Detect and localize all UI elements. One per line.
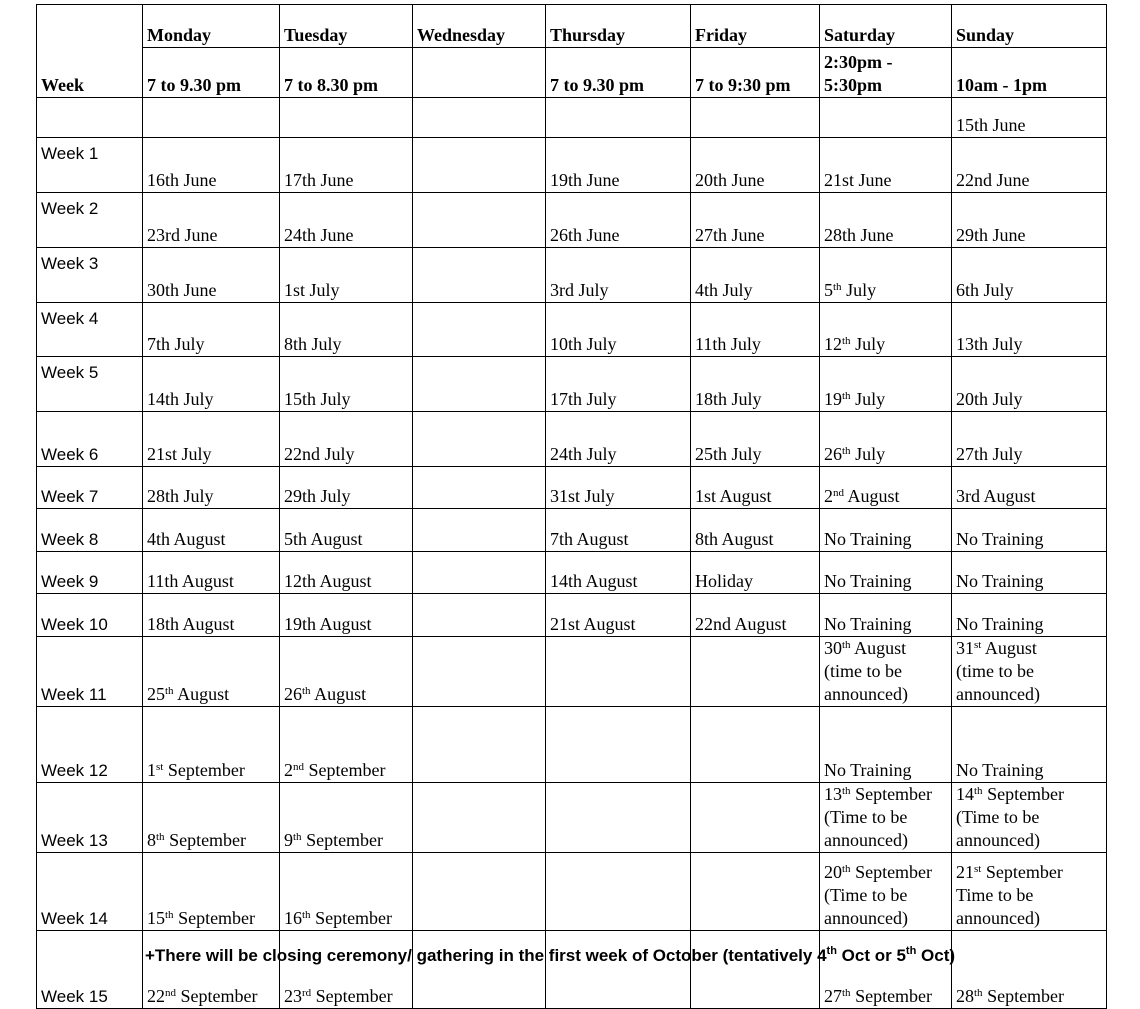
date-cell-thursday — [546, 853, 691, 931]
date-cell-tuesday: 29th July — [280, 467, 413, 509]
date-cell-wednesday — [413, 193, 546, 248]
date-cell-wednesday — [413, 783, 546, 853]
date-cell-monday: 14th July — [143, 357, 280, 412]
week-row — [37, 637, 1107, 707]
date-cell-wednesday — [413, 853, 546, 931]
day-header-wednesday: Wednesday — [413, 5, 546, 48]
date-cell-monday: 22nd September — [143, 931, 280, 1009]
day-header-thursday: Thursday — [546, 5, 691, 48]
date-cell-saturday: No Training — [820, 594, 952, 637]
date-cell-tuesday: 15th July — [280, 357, 413, 412]
date-cell-wednesday — [413, 931, 546, 1009]
date-cell-sunday: No Training — [952, 594, 1107, 637]
date-cell-saturday: No Training — [820, 509, 952, 552]
date-cell-monday — [143, 98, 280, 138]
week-row — [37, 248, 1107, 303]
week-label: Week 12 — [37, 707, 143, 783]
date-cell-friday — [691, 98, 820, 138]
date-cell-thursday — [546, 98, 691, 138]
date-cell-wednesday — [413, 552, 546, 594]
date-cell-saturday: 21st June — [820, 138, 952, 193]
date-cell-tuesday: 16th September — [280, 853, 413, 931]
week-label: Week 10 — [37, 594, 143, 637]
date-cell-friday: 25th July — [691, 412, 820, 467]
week-row — [37, 509, 1107, 552]
week-label: Week 11 — [37, 637, 143, 707]
date-cell-tuesday: 24th June — [280, 193, 413, 248]
date-cell-saturday: 19th July — [820, 357, 952, 412]
date-cell-tuesday: 19th August — [280, 594, 413, 637]
week-label: Week 3 — [37, 248, 143, 303]
date-cell-saturday: 5th July — [820, 248, 952, 303]
week-label: Week 1 — [37, 138, 143, 193]
date-cell-saturday: 20th September (Time to be announced) — [820, 853, 952, 931]
date-cell-friday: 22nd August — [691, 594, 820, 637]
week-label: Week 15 — [37, 931, 143, 1009]
date-cell-tuesday: 23rd September — [280, 931, 413, 1009]
schedule-body — [37, 5, 1107, 1009]
date-cell-friday: 18th July — [691, 357, 820, 412]
date-cell-thursday: 14th August — [546, 552, 691, 594]
week-label: Week 14 — [37, 853, 143, 931]
date-cell-friday — [691, 637, 820, 707]
date-cell-wednesday — [413, 707, 546, 783]
time-header-monday: 7 to 9.30 pm — [143, 48, 280, 98]
header-days-row — [37, 5, 1107, 48]
date-cell-friday: 27th June — [691, 193, 820, 248]
day-header-sunday: Sunday — [952, 5, 1107, 48]
date-cell-wednesday — [413, 303, 546, 357]
date-cell-saturday: 2nd August — [820, 467, 952, 509]
date-cell-tuesday: 1st July — [280, 248, 413, 303]
date-cell-thursday — [546, 931, 691, 1009]
date-cell-tuesday: 26th August — [280, 637, 413, 707]
date-cell-tuesday: 12th August — [280, 552, 413, 594]
week-label: Week 13 — [37, 783, 143, 853]
date-cell-monday: 15th September — [143, 853, 280, 931]
date-cell-thursday — [546, 783, 691, 853]
date-cell-wednesday — [413, 412, 546, 467]
date-cell-wednesday — [413, 248, 546, 303]
date-cell-wednesday — [413, 637, 546, 707]
date-cell-friday: 4th July — [691, 248, 820, 303]
week-row — [37, 412, 1107, 467]
date-cell-sunday: 22nd June — [952, 138, 1107, 193]
date-cell-sunday: 28th September — [952, 931, 1107, 1009]
date-cell-saturday: No Training — [820, 552, 952, 594]
time-header-sunday: 10am - 1pm — [952, 48, 1107, 98]
date-cell-thursday: 17th July — [546, 357, 691, 412]
date-cell-thursday: 21st August — [546, 594, 691, 637]
date-cell-friday: 20th June — [691, 138, 820, 193]
date-cell-tuesday: 2nd September — [280, 707, 413, 783]
date-cell-sunday: No Training — [952, 552, 1107, 594]
header-times-row — [37, 48, 1107, 98]
date-cell-friday: 11th July — [691, 303, 820, 357]
day-header-monday: Monday — [143, 5, 280, 48]
date-cell-thursday: 19th June — [546, 138, 691, 193]
week-label: Week 8 — [37, 509, 143, 552]
date-cell-sunday: No Training — [952, 509, 1107, 552]
time-header-wednesday — [413, 48, 546, 98]
week-row — [37, 303, 1107, 357]
week-row — [37, 594, 1107, 637]
date-cell-thursday: 10th July — [546, 303, 691, 357]
date-cell-thursday: 7th August — [546, 509, 691, 552]
week-label: Week 9 — [37, 552, 143, 594]
date-cell-friday — [691, 853, 820, 931]
week-row — [37, 138, 1107, 193]
schedule-table — [36, 4, 1107, 1009]
time-header-saturday: 2:30pm - 5:30pm — [820, 48, 952, 98]
date-cell-sunday: 15th June — [952, 98, 1107, 138]
week-row — [37, 193, 1107, 248]
date-cell-friday: 8th August — [691, 509, 820, 552]
date-cell-monday: 28th July — [143, 467, 280, 509]
date-cell-thursday: 31st July — [546, 467, 691, 509]
date-cell-friday — [691, 783, 820, 853]
date-cell-tuesday: 22nd July — [280, 412, 413, 467]
date-cell-tuesday — [280, 98, 413, 138]
date-cell-tuesday: 9th September — [280, 783, 413, 853]
week-row — [37, 707, 1107, 783]
date-cell-wednesday — [413, 594, 546, 637]
week-label: Week 5 — [37, 357, 143, 412]
date-cell-monday: 4th August — [143, 509, 280, 552]
date-cell-friday — [691, 931, 820, 1009]
date-cell-monday: 16th June — [143, 138, 280, 193]
date-cell-wednesday — [413, 357, 546, 412]
time-header-friday: 7 to 9:30 pm — [691, 48, 820, 98]
week-row — [37, 853, 1107, 931]
date-cell-saturday: No Training — [820, 707, 952, 783]
date-cell-sunday: 13th July — [952, 303, 1107, 357]
date-cell-tuesday: 8th July — [280, 303, 413, 357]
date-cell-friday: Holiday — [691, 552, 820, 594]
date-cell-monday: 7th July — [143, 303, 280, 357]
date-cell-monday: 1st September — [143, 707, 280, 783]
week-label: Week 2 — [37, 193, 143, 248]
date-cell-saturday: 28th June — [820, 193, 952, 248]
time-header-tuesday: 7 to 8.30 pm — [280, 48, 413, 98]
date-cell-thursday: 3rd July — [546, 248, 691, 303]
date-cell-wednesday — [413, 98, 546, 138]
date-cell-wednesday — [413, 509, 546, 552]
date-cell-sunday: 29th June — [952, 193, 1107, 248]
date-cell-sunday: 31st August (time to be announced) — [952, 637, 1107, 707]
date-cell-saturday: 13th September (Time to be announced) — [820, 783, 952, 853]
date-cell-monday: 18th August — [143, 594, 280, 637]
date-cell-thursday: 26th June — [546, 193, 691, 248]
week-row — [37, 783, 1107, 853]
date-cell-monday: 25th August — [143, 637, 280, 707]
day-header-tuesday: Tuesday — [280, 5, 413, 48]
date-cell-sunday: No Training — [952, 707, 1107, 783]
date-cell-sunday: 6th July — [952, 248, 1107, 303]
date-cell-saturday: 30th August (time to be announced) — [820, 637, 952, 707]
date-cell-sunday: 21st September Time to be announced) — [952, 853, 1107, 931]
week-row — [37, 931, 1107, 1009]
date-cell-wednesday — [413, 138, 546, 193]
week-row — [37, 552, 1107, 594]
date-cell-thursday — [546, 637, 691, 707]
date-cell-monday: 8th September — [143, 783, 280, 853]
date-cell-saturday: 27th September — [820, 931, 952, 1009]
week-label: Week 6 — [37, 412, 143, 467]
date-cell-thursday — [546, 707, 691, 783]
time-header-thursday: 7 to 9.30 pm — [546, 48, 691, 98]
date-cell-sunday: 27th July — [952, 412, 1107, 467]
date-cell-monday: 11th August — [143, 552, 280, 594]
date-cell-tuesday: 5th August — [280, 509, 413, 552]
date-cell-tuesday: 17th June — [280, 138, 413, 193]
week-label: Week 4 — [37, 303, 143, 357]
date-cell-friday: 1st August — [691, 467, 820, 509]
week-cell — [37, 98, 143, 138]
date-cell-wednesday — [413, 467, 546, 509]
date-cell-saturday — [820, 98, 952, 138]
date-cell-saturday: 12th July — [820, 303, 952, 357]
week-label: Week 7 — [37, 467, 143, 509]
date-cell-thursday: 24th July — [546, 412, 691, 467]
day-header-friday: Friday — [691, 5, 820, 48]
date-cell-monday: 21st July — [143, 412, 280, 467]
footnote: +There will be closing ceremony/ gathering in the first week of October (tentatively 4th Oct or 5th Oct) — [144, 945, 956, 965]
pre-week-row — [37, 98, 1107, 138]
date-cell-friday — [691, 707, 820, 783]
week-row — [37, 467, 1107, 509]
date-cell-sunday: 14th September (Time to be announced) — [952, 783, 1107, 853]
date-cell-monday: 23rd June — [143, 193, 280, 248]
week-header: Week — [37, 5, 143, 98]
date-cell-monday: 30th June — [143, 248, 280, 303]
date-cell-sunday: 20th July — [952, 357, 1107, 412]
day-header-saturday: Saturday — [820, 5, 952, 48]
date-cell-sunday: 3rd August — [952, 467, 1107, 509]
date-cell-saturday: 26th July — [820, 412, 952, 467]
week-row — [37, 357, 1107, 412]
